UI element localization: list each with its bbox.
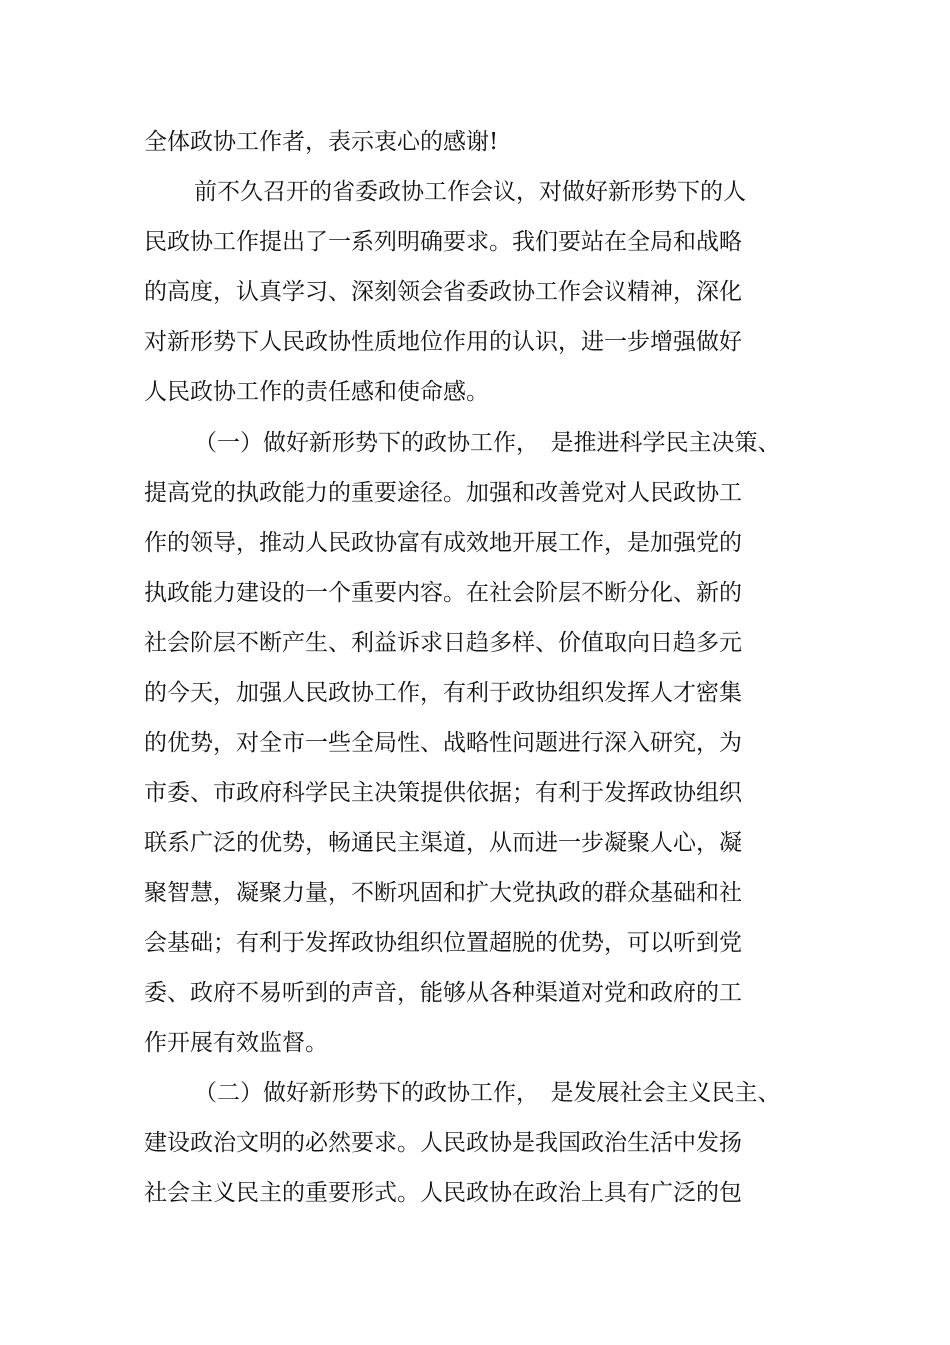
text-line-6: 人民政协工作的责任感和使命感。: [144, 379, 489, 405]
text-line-19: 作开展有效监督。: [144, 1030, 328, 1056]
text-line-17: 会基础；有利于发挥政协组织位置超脱的优势，可以听到党: [144, 930, 742, 956]
text-line-4: 的高度，认真学习、深刻领会省委政协工作会议精神，深化: [144, 279, 742, 305]
text-line-11: 社会阶层不断产生、利益诉求日趋多样、价值取向日趋多元: [144, 630, 742, 656]
text-line-9: 作的领导，推动人民政协富有成效地开展工作，是加强党的: [144, 530, 742, 556]
text-line-13: 的优势，对全市一些全局性、战略性问题进行深入研究，为: [144, 730, 742, 756]
text-line-18: 委、政府不易听到的声音，能够从各种渠道对党和政府的工: [144, 980, 742, 1006]
text-line-3: 民政协工作提出了一系列明确要求。我们要站在全局和战略: [144, 229, 742, 255]
text-line-22: 社会主义民主的重要形式。人民政协在政治上具有广泛的包: [144, 1180, 742, 1206]
text-line-8: 提高党的执政能力的重要途径。加强和改善党对人民政协工: [144, 480, 742, 506]
text-line-1: 全体政协工作者，表示衷心的感谢!: [144, 129, 499, 155]
text-line-5: 对新形势下人民政协性质地位作用的认识，进一步增强做好: [144, 329, 742, 355]
text-line-14: 市委、市政府科学民主决策提供依据；有利于发挥政协组织: [144, 780, 742, 806]
text-line-16: 聚智慧，凝聚力量，不断巩固和扩大党执政的群众基础和社: [144, 880, 742, 906]
text-line-21: 建设政治文明的必然要求。人民政协是我国政治生活中发扬: [144, 1130, 742, 1156]
text-line-10: 执政能力建设的一个重要内容。在社会阶层不断分化、新的: [144, 580, 742, 606]
text-line-7: （一）做好新形势下的政协工作， 是推进科学民主决策、: [194, 430, 781, 456]
text-line-12: 的今天，加强人民政协工作，有利于政协组织发挥人才密集: [144, 680, 742, 706]
text-line-20: （二）做好新形势下的政协工作， 是发展社会主义民主、: [194, 1080, 781, 1106]
text-line-15: 联系广泛的优势，畅通民主渠道，从而进一步凝聚人心，凝: [144, 830, 742, 856]
text-line-2: 前不久召开的省委政协工作会议，对做好新形势下的人: [194, 179, 746, 205]
